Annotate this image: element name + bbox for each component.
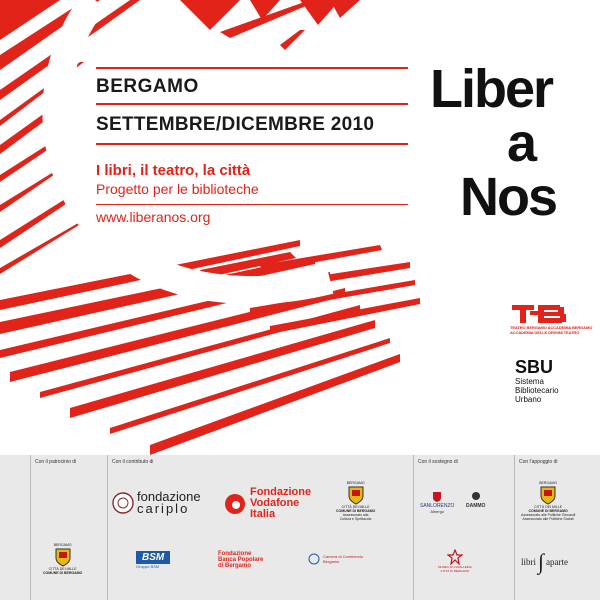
contribution-column [107, 455, 408, 600]
sanlorenzo-logo [420, 491, 454, 514]
support-column [413, 455, 509, 600]
comune-name: COMUNE DI BERGAMO [528, 509, 568, 513]
dept-line: Cultura e Spettacolo [339, 517, 372, 521]
museo-logo [438, 549, 472, 573]
fondazione-vodafone-logo [224, 487, 311, 520]
city-heading: BERGAMO [96, 76, 199, 97]
bsm-mark: BSM [136, 551, 170, 564]
contribution-label: Con il contributo di [112, 459, 154, 465]
integral-icon: ∫ [538, 549, 545, 574]
sanlorenzo-sub: Albergo [430, 509, 445, 514]
coat-of-arms-icon [347, 485, 365, 505]
vodafone-speechmark-icon [224, 493, 246, 515]
sbu-line: Bibliotecario [515, 386, 559, 395]
sponsors-footer [0, 455, 600, 600]
ccia-line: Bergamo [323, 559, 340, 564]
backing-label: Con l'appoggio di [519, 459, 558, 465]
libri-word: libri [521, 557, 536, 567]
cariplo-line: cariplo [137, 501, 190, 516]
vodafone-line: Italia [250, 508, 276, 520]
bpb-logo [218, 551, 263, 569]
project-subtitle: Progetto per le biblioteche [96, 181, 259, 197]
dept-line: Assessorato alle Politiche Sociali [522, 517, 574, 521]
bsm-sub: Gruppo BSM [136, 564, 160, 569]
teatro-bergamo-logo [510, 303, 593, 335]
hotel-crest-icon [432, 491, 442, 503]
website-link[interactable]: www.liberanos.org [96, 209, 211, 225]
cariplo-line: fondazione [137, 489, 201, 504]
tb-mark-icon [510, 303, 574, 325]
seal-top-text: BERGAMO [53, 543, 72, 547]
bsm-logo [136, 551, 170, 569]
backing-column [514, 455, 600, 600]
sbu-line: Sistema [515, 377, 544, 386]
dept-line: Assessorato alle Politiche Giovanili [521, 513, 576, 517]
vodafone-line: Fondazione [250, 486, 312, 498]
cariplo-emblem-icon [112, 492, 134, 514]
title-word: Nos [460, 167, 557, 227]
seal-sub-text: CITTÀ DEI MILLE [534, 505, 563, 509]
comune-name: COMUNE DI BERGAMO [43, 571, 83, 575]
tagline: I libri, il teatro, la città [96, 162, 251, 179]
star-emblem-icon [447, 549, 463, 565]
museo-line: CITTÀ DI BERGAMO [440, 569, 470, 573]
seal-top-text: BERGAMO [539, 481, 558, 485]
seal-sub-text: CITTÀ DEI MILLE [48, 567, 77, 571]
camera-commercio-logo [308, 553, 363, 565]
divider-line [96, 103, 408, 105]
bpb-line: di Bergamo [218, 563, 252, 569]
sanlorenzo-name: SANLORENZO [420, 503, 455, 509]
coat-of-arms-icon [54, 547, 72, 567]
aparte-word: aparte [546, 557, 569, 567]
support-label: Con il sostegno di [418, 459, 458, 465]
tb-name-line: ACCADEMIA DELLE ORIGINI TEATRO [510, 330, 580, 335]
dept-line: Assessorato alla [342, 513, 369, 517]
dammo-figure-icon [469, 491, 483, 503]
comune-bergamo-seal [43, 543, 82, 575]
patronage-label: Con il patrocinio di [35, 459, 77, 465]
dammo-logo [466, 491, 485, 509]
sbu-logo [515, 357, 559, 404]
title-word: a [507, 113, 536, 173]
ccia-line: Camera di Commercio [323, 554, 364, 559]
patronage-column [30, 455, 101, 600]
seal-sub-text: CITTÀ DEI MILLE [341, 505, 370, 509]
fondazione-cariplo-logo [112, 491, 201, 515]
seal-top-text: BERGAMO [346, 481, 365, 485]
comune-name: COMUNE DI BERGAMO [336, 509, 376, 513]
poster-title [430, 59, 575, 227]
divider-line [96, 204, 408, 205]
bpb-line: Fondazione [218, 551, 252, 557]
sbu-abbreviation: SBU [515, 357, 554, 377]
tb-name-line: TEATRO BERGAMO ACCADEMIA BERGAMO [510, 325, 593, 330]
ccia-emblem-icon [308, 553, 320, 565]
vodafone-line: Vodafone [250, 497, 300, 509]
bpb-line: Banca Popolare [218, 557, 264, 563]
dammo-name: DAMMO [466, 503, 486, 509]
comune-politiche-seal [521, 481, 575, 521]
dates-heading: SETTEMBRE/DICEMBRE 2010 [96, 114, 375, 135]
sbu-line: Urbano [515, 395, 542, 404]
divider-line [96, 67, 408, 69]
comune-cultura-seal [336, 481, 375, 521]
libri-aparte-logo [521, 549, 568, 575]
museo-line: MUSEO DI CAVALLERIA [438, 565, 472, 569]
title-word: Liber [430, 59, 553, 119]
divider-line [96, 143, 408, 145]
coat-of-arms-icon [539, 485, 557, 505]
